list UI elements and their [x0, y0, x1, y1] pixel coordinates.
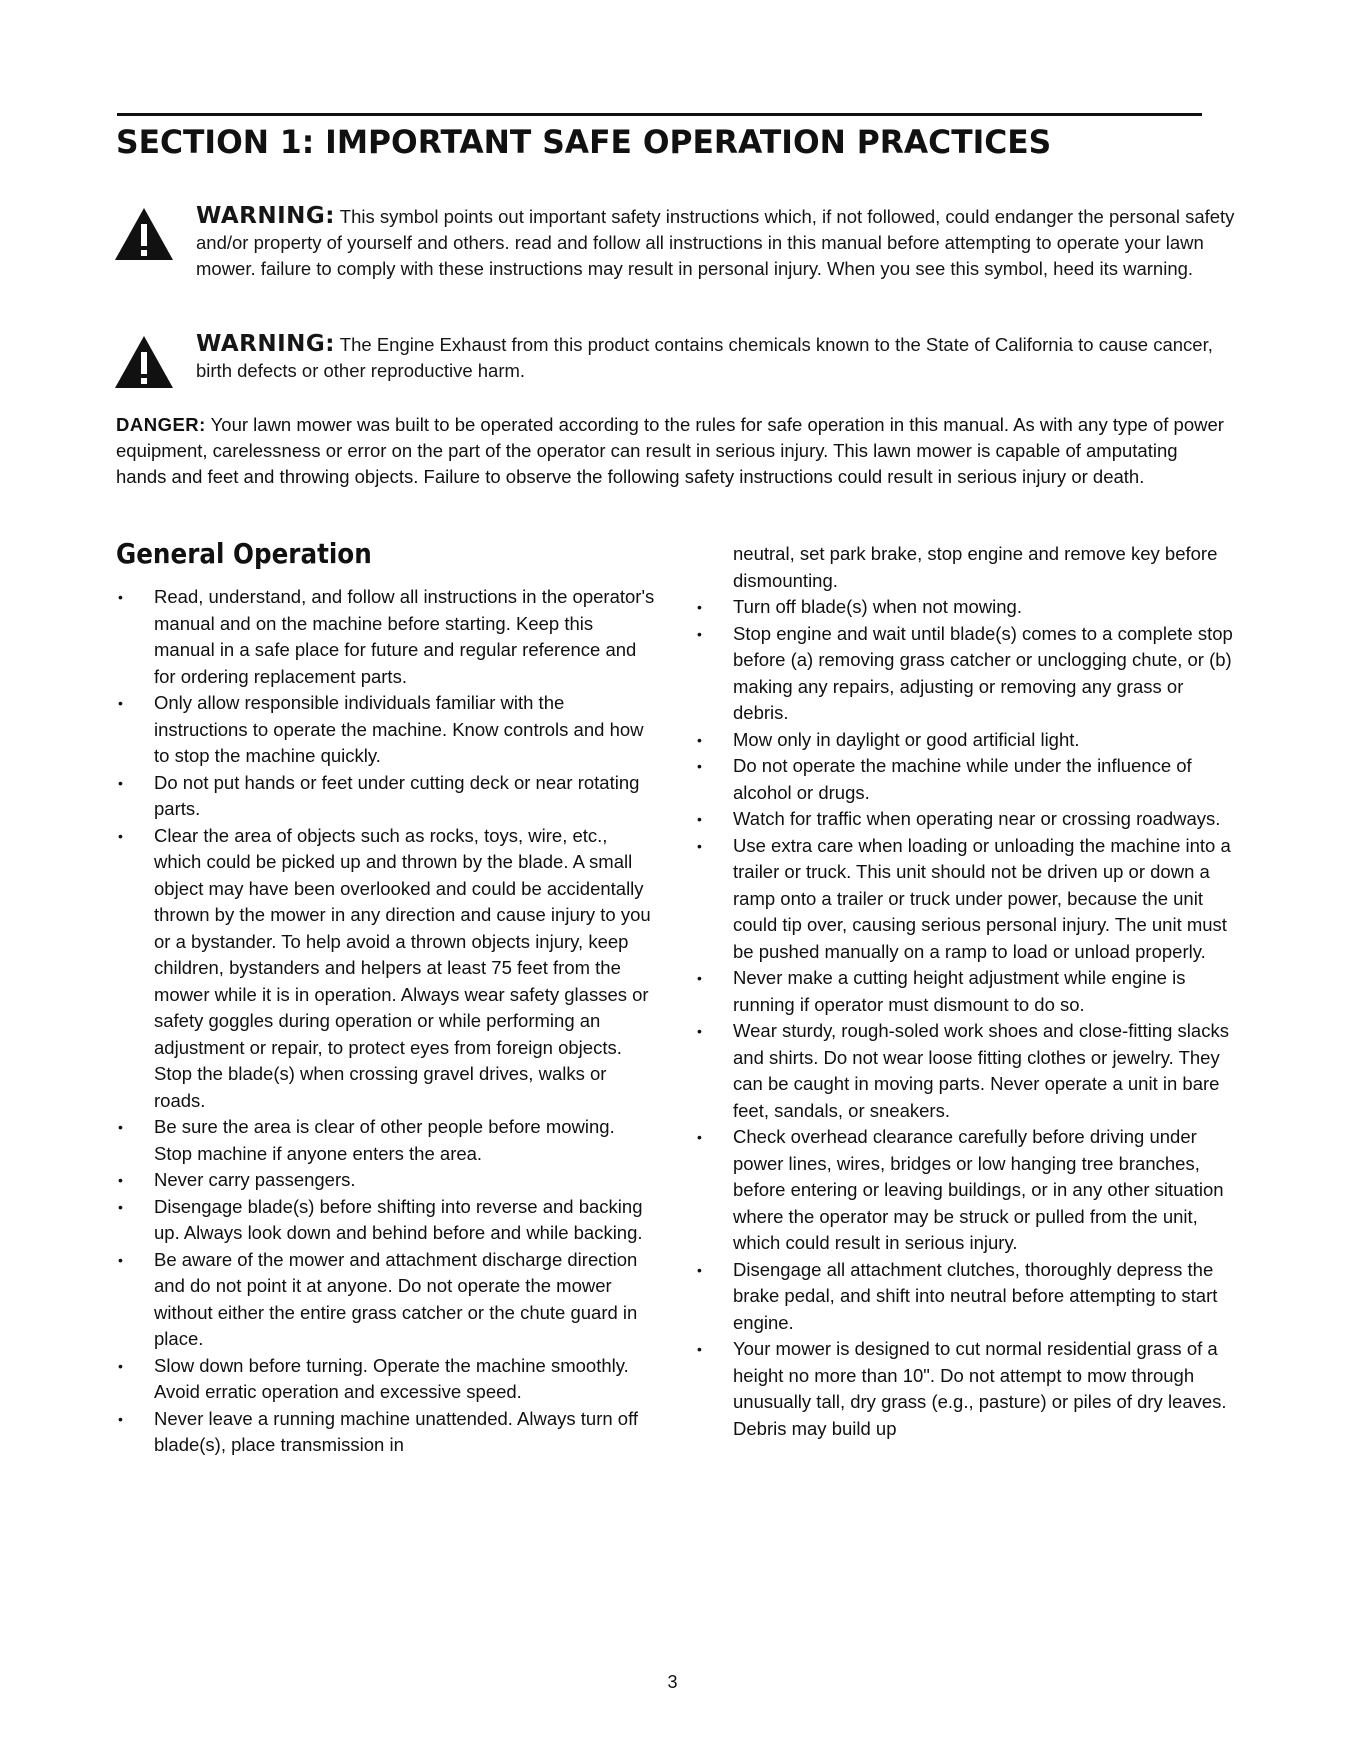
warning-triangle-icon: [113, 206, 175, 262]
list-item-text: Do not operate the machine while under the influence of alcohol or drugs.: [733, 755, 1192, 803]
bullet-icon: •: [697, 1023, 702, 1039]
list-item-text: Watch for traffic when operating near or crossing roadways.: [733, 808, 1221, 829]
list-item-text: Be sure the area is clear of other people before mowing. Stop machine if anyone enters the area.: [154, 1116, 615, 1164]
list-item: [695, 753, 1235, 806]
warning-label: WARNING:: [196, 203, 335, 229]
list-item: [116, 1247, 656, 1353]
bullet-icon: •: [697, 837, 702, 854]
bullet-icon: •: [697, 970, 702, 986]
list-item-text: Disengage all attachment clutches, thoroughly depress the brake pedal, and shift into neutral before attempting to start engine.: [733, 1258, 1218, 1333]
warning-notice: [196, 203, 1246, 282]
list-item-text: Only allow responsible individuals familiar with the instructions to operate the machine. Know controls and how to stop the machine quickly.: [154, 692, 644, 766]
bullet-icon: •: [697, 758, 702, 774]
list-item: [116, 1353, 656, 1406]
left-column: [116, 584, 656, 1459]
list-item: [116, 1114, 656, 1167]
list-item: [695, 1336, 1235, 1442]
bullet-icon: •: [697, 811, 702, 827]
list-item-text: Do not put hands or feet under cutting deck or near rotating parts.: [154, 771, 640, 819]
warning-triangle-icon: [113, 334, 175, 390]
warning-label: WARNING:: [196, 331, 335, 357]
safety-list: [116, 584, 656, 1459]
list-item: [116, 1167, 656, 1194]
list-item-text: Clear the area of objects such as rocks, toys, wire, etc., which could be picked up and thrown by the blade. A small object may have been overlooked and could be accidentally thrown by the mower in any direction and cause injury to you or a bystander. To help avoid a thrown objects injury, keep children, bystanders and helpers at least 75 feet from the mower while it is in operation. Always wear safety glasses or safety goggles during operation or while performing an adjustment or repair, to protect eyes from foreign objects. Stop the blade(s) when crossing gravel drives, walks or roads.: [154, 824, 651, 1111]
bullet-icon: •: [118, 1251, 123, 1268]
warning-notice: [196, 331, 1246, 384]
list-item: [695, 594, 1235, 621]
bullet-icon: •: [118, 774, 123, 791]
list-item: [695, 833, 1235, 966]
page-number: 3: [667, 1672, 678, 1692]
list-item-text: Never make a cutting height adjustment while engine is running if operator must dismount to do so.: [733, 967, 1186, 1015]
list-item: [695, 806, 1235, 833]
list-item-text: Slow down before turning. Operate the machine smoothly. Avoid erratic operation and excessive speed.: [154, 1354, 629, 1402]
danger-text: Your lawn mower was built to be operated according to the rules for safe operation in this manual. As with any type of power equipment, carelessness or error on the part of the operator can result in serious injury. This lawn mower is capable of amputating hands and feet and throwing objects. Failure to observe the following safety instructions could result in serious injury or death.: [116, 414, 1224, 487]
list-item: [695, 1257, 1235, 1337]
warning-text: The Engine Exhaust from this product contains chemicals known to the State of California to cause cancer, birth defects or other reproductive harm.: [196, 334, 1213, 381]
list-item: [116, 823, 656, 1115]
bullet-icon: •: [697, 1341, 702, 1357]
bullet-icon: •: [697, 731, 702, 748]
list-item: [116, 584, 656, 690]
warning-text: This symbol points out important safety instructions which, if not followed, could endanger the personal safety and/or property of yourself and others. read and follow all instructions in this manual before attempting to operate your lawn mower. failure to comply with these instructions may result in personal injury. When you see this symbol, heed its warning.: [196, 206, 1235, 279]
danger-notice: [116, 412, 1228, 490]
list-item-text: Your mower is designed to cut normal residential grass of a height no more than 10". Do not attempt to mow through unusually tall, dry grass (e.g., pasture) or piles of dry leaves. Debris may build up: [733, 1338, 1227, 1439]
list-item: [695, 1124, 1235, 1257]
section-rule: [117, 113, 1202, 116]
list-item-text: Mow only in daylight or good artificial light.: [733, 728, 1080, 750]
safety-list: [695, 594, 1235, 1442]
list-item-text: Read, understand, and follow all instructions in the operator's manual and on the machine before starting. Keep this manual in a safe place for future and regular reference and for ordering replacement parts.: [154, 586, 655, 687]
list-item-text: Turn off blade(s) when not mowing.: [733, 596, 1022, 617]
list-item-continuation: neutral, set park brake, stop engine and remove key before dismounting.: [733, 543, 1218, 591]
bullet-icon: •: [697, 1261, 702, 1278]
bullet-icon: •: [697, 625, 702, 642]
list-item: [116, 690, 656, 770]
bullet-icon: •: [118, 1410, 123, 1427]
list-item: [695, 1018, 1235, 1124]
section-title: SECTION 1: IMPORTANT SAFE OPERATION PRACTICES: [116, 123, 1052, 161]
general-operation-heading: General Operation: [116, 537, 372, 570]
bullet-icon: •: [697, 599, 702, 615]
list-item-text: Check overhead clearance carefully before driving under power lines, wires, bridges or low hanging tree branches, before entering or leaving buildings, or in any other situation where the operator may be struck or pulled from the unit, which could result in serious injury.: [733, 1126, 1224, 1253]
list-item: [116, 770, 656, 823]
danger-label: DANGER:: [116, 414, 206, 435]
list-item-text: Disengage blade(s) before shifting into reverse and backing up. Always look down and behind before and while backing.: [154, 1195, 643, 1243]
bullet-icon: •: [118, 827, 123, 844]
bullet-icon: •: [118, 1119, 123, 1135]
list-item-text: Be aware of the mower and attachment discharge direction and do not point it at anyone. Do not operate the mower without either the entire grass catcher or the chute guard in place.: [154, 1248, 638, 1349]
bullet-icon: •: [697, 1129, 702, 1145]
bullet-icon: •: [118, 1198, 123, 1215]
bullet-icon: •: [118, 1357, 123, 1374]
list-item-text: Never leave a running machine unattended. Always turn off blade(s), place transmission in: [154, 1407, 639, 1455]
bullet-icon: •: [118, 589, 123, 605]
bullet-icon: •: [118, 695, 123, 711]
list-item-text: Stop engine and wait until blade(s) comes to a complete stop before (a) removing grass catcher or unclogging chute, or (b) making any repairs, adjusting or removing any grass or debris.: [733, 622, 1233, 723]
list-item: [695, 965, 1235, 1018]
list-item: [695, 727, 1235, 754]
right-column: [695, 541, 1235, 1442]
bullet-icon: •: [118, 1172, 123, 1188]
list-item-text: Wear sturdy, rough-soled work shoes and close-fitting slacks and shirts. Do not wear loose fitting clothes or jewelry. They can be caught in moving parts. Never operate a unit in bare feet, sandals, or sneakers.: [733, 1020, 1229, 1121]
list-item: [116, 1406, 656, 1459]
list-item-text: Use extra care when loading or unloading the machine into a trailer or truck. This unit should not be driven up or down a ramp onto a trailer or truck under power, because the unit could tip over, causing serious personal injury. The unit must be pushed manually on a ramp to load or unload properly.: [733, 834, 1231, 962]
list-item: [695, 621, 1235, 727]
list-item: [116, 1194, 656, 1247]
list-item-text: Never carry passengers.: [154, 1169, 356, 1190]
